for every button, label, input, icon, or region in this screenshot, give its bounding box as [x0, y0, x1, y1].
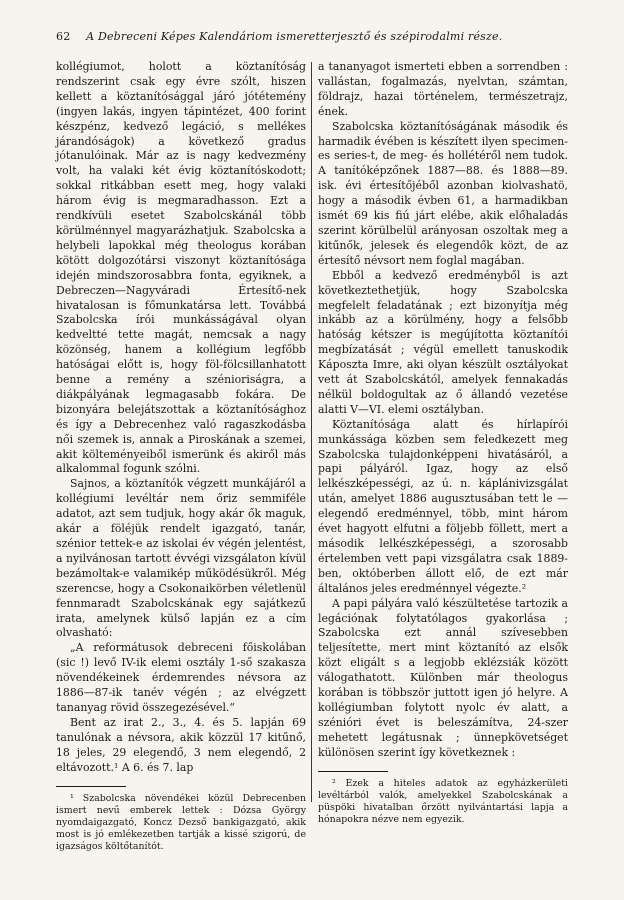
running-header — [56, 30, 576, 43]
paragraph: a tananyagot ismerteti ebben a sorrendben : vallástan, fogalmazás, nyelvtan, számtan, földrajz, hazai történelem, természetrajz, ének. — [318, 60, 568, 118]
paragraph: kollégiumot, holott a köztanítóság rendszerint csak egy évre szólt, hiszen kellett a köztanítósággal járó jótétemény (ingyen lakás, ingyen tápintézet, 400 forint készpénz, kedvező legáció, s mellékes járandóságok) a következő gradus jótanulóinak. Már az is nagy kedvezmény volt, ha valaki két évig köztanítóskodott; sokkal ritkábban esett meg, hogy valaki három évig is megmaradhasson. Ezt a rendkívüli esetet Szabolcskánál több körülménnyel magyarázhatjuk. Szabolcska a helybeli lapokkal még theologus korában kötött dolgozótársi viszonyt köztanítósága idején mindszorosabbra fonta, egyiknek, a Debreczen—Nagyváradi Értesítő-nek hivatalosan is főmunkatársa lett. Továbbá Szabolcska írói munkásságával olyan kedveltté tette magát, nemcsak a nagy közönség, hanem a kollégium legfőbb hatóságai előtt is, hogy föl-fölcsillanhatott benne a remény a szénioriságra, a diákpályának legmagasabb fokára. De bizonyára belejátszottak a köztanítósághoz és így a Debrecenhez való ragaszkodásba női szemek is, annak a Piroskának a szemei, akit költeményeiből ismerünk és akiről más alkalommal fogunk szólni. — [56, 60, 306, 476]
paragraph: Szabolcska köztanítóságának második és harmadik évében is készített ilyen specimen-es series-t, de meg- és hollétéről nem tudok. A tanítóképzőnek 1887—88. és 1888—89. isk. évi értesítőjéből azonban kiolvashatö, hogy a második évben 61, a harmadikban ismét 69 kis fiú járt elébe, akik előhaladás szerint körülbelül arányosan oszoltak meg a kitűnők, jelesek és elegendők közt, de az értesítő névsort nem foglal magában. — [318, 119, 568, 267]
footnote-1: ¹ Szabolcska növendékei közül Debrecenben ismert nevű emberek lettek : Dózsa György nyomdaigazgató, Koncz Dezső bankigazgató, akik most is jó emlékezetben tartják a kissé szigorú, de igazságos költőtanítót. — [56, 792, 306, 853]
paragraph: Ebből a kedvező eredményből is azt következtethetjük, hogy Szabolcska megfelelt feladatának ; ezt bizonyítja még inkább az a körülmény, hogy a felsőbb hatóság kétszer is megújította köztanítói megbízatását ; végül emellett tanuskodik Káposzta Imre, aki olyan készült osztályokat vett át Szabolcskától, amelyek fennakadás nélkül boldogultak az ő állandó vezetése alatti V—VI. elemi osztályban. — [318, 268, 568, 416]
left-column — [56, 60, 306, 854]
paragraph: Sajnos, a köztanítók végzett munkájáról a kollégiumi levéltár nem őriz semmiféle adatot, azt sem tudjuk, hogy akár ők maguk, akár a föléjük rendelt igazgató, tanár, szénior tettek-e az iskolai év végén jelentést, a nyilvánosan tartott évvégi vizsgálaton kívül bezámoltak-e valamikép működésükről. Még szerencse, hogy a Csokonaikörben véletlenül fennmaradt Szabolcskának egy sajátkezű irata, amelynek külső lapján ez a cím olvasható: — [56, 477, 306, 640]
page-number: 62 — [56, 30, 71, 43]
footnote-separator — [318, 771, 388, 772]
column-divider — [311, 62, 312, 802]
paragraph: Bent az irat 2., 3., 4. és 5. lapján 69 tanulónak a névsora, akik közzül 17 kitűnő, 18 jeles, 29 elegendő, 3 nem elegendő, 2 eltávozott.¹ A 6. és 7. lap — [56, 715, 306, 774]
paragraph: Köztanítósága alatt és hírlapírói munkássága közben sem feledkezett meg Szabolcska tulajdonképpeni hivatásáról, a papi pályáról. Igaz, hogy az első lelkészképességi, az ú. n. káplánivizsgálat után, amelyet 1886 augusztusában tett le — elegendő eredménnyel, több, mint három évet hagyott elfutni a följebb föllett, mert a második lelkészképességi, a szorosabb értelemben vett papi vizsgálatra csak 1889-ben, októberben állott elő, de ezt már általános jeles eredménnyel végezte.² — [318, 417, 568, 595]
quoted-title: „A reformátusok debreceni főiskolában (sic !) levő IV-ik elemi osztály 1-ső szakasza növendékeinek érdemrendes névsora az 1886—87-ik tanév végén ; az elvégzett tananyag rövid összegezésével.“ — [56, 641, 306, 714]
right-column — [318, 60, 568, 826]
footnote-separator — [56, 786, 126, 787]
footnote-2: ² Ezek a hiteles adatok az egyházkerületi levéltárból valók, amelyekkel Szabolcskának a püspöki hivatalban őrzött nyilvántartási lapja a hónapokra nézve nem egyezik. — [318, 777, 568, 826]
paragraph: A papi pályára való készültetése tartozik a legációnak folytatólagos gyakorlása ; Szabolcska ezt annál szívesebben teljesítette, mert mint köztanító az elsők közt eligált s a legjobb eklézsiák között válogathatott. Különben már theologus korában is többször juttott igen jó helyre. A kollégiumban folytott nyolc év alatt, a szénióri évet is beleszámítva, 24-szer mehetett legátusnak ; ünnepkövetséget különösen szerint így következnek : — [318, 596, 568, 759]
running-title: A Debreceni Képes Kalendáriom ismeretterjesztő és szépirodalmi része. — [86, 30, 503, 43]
